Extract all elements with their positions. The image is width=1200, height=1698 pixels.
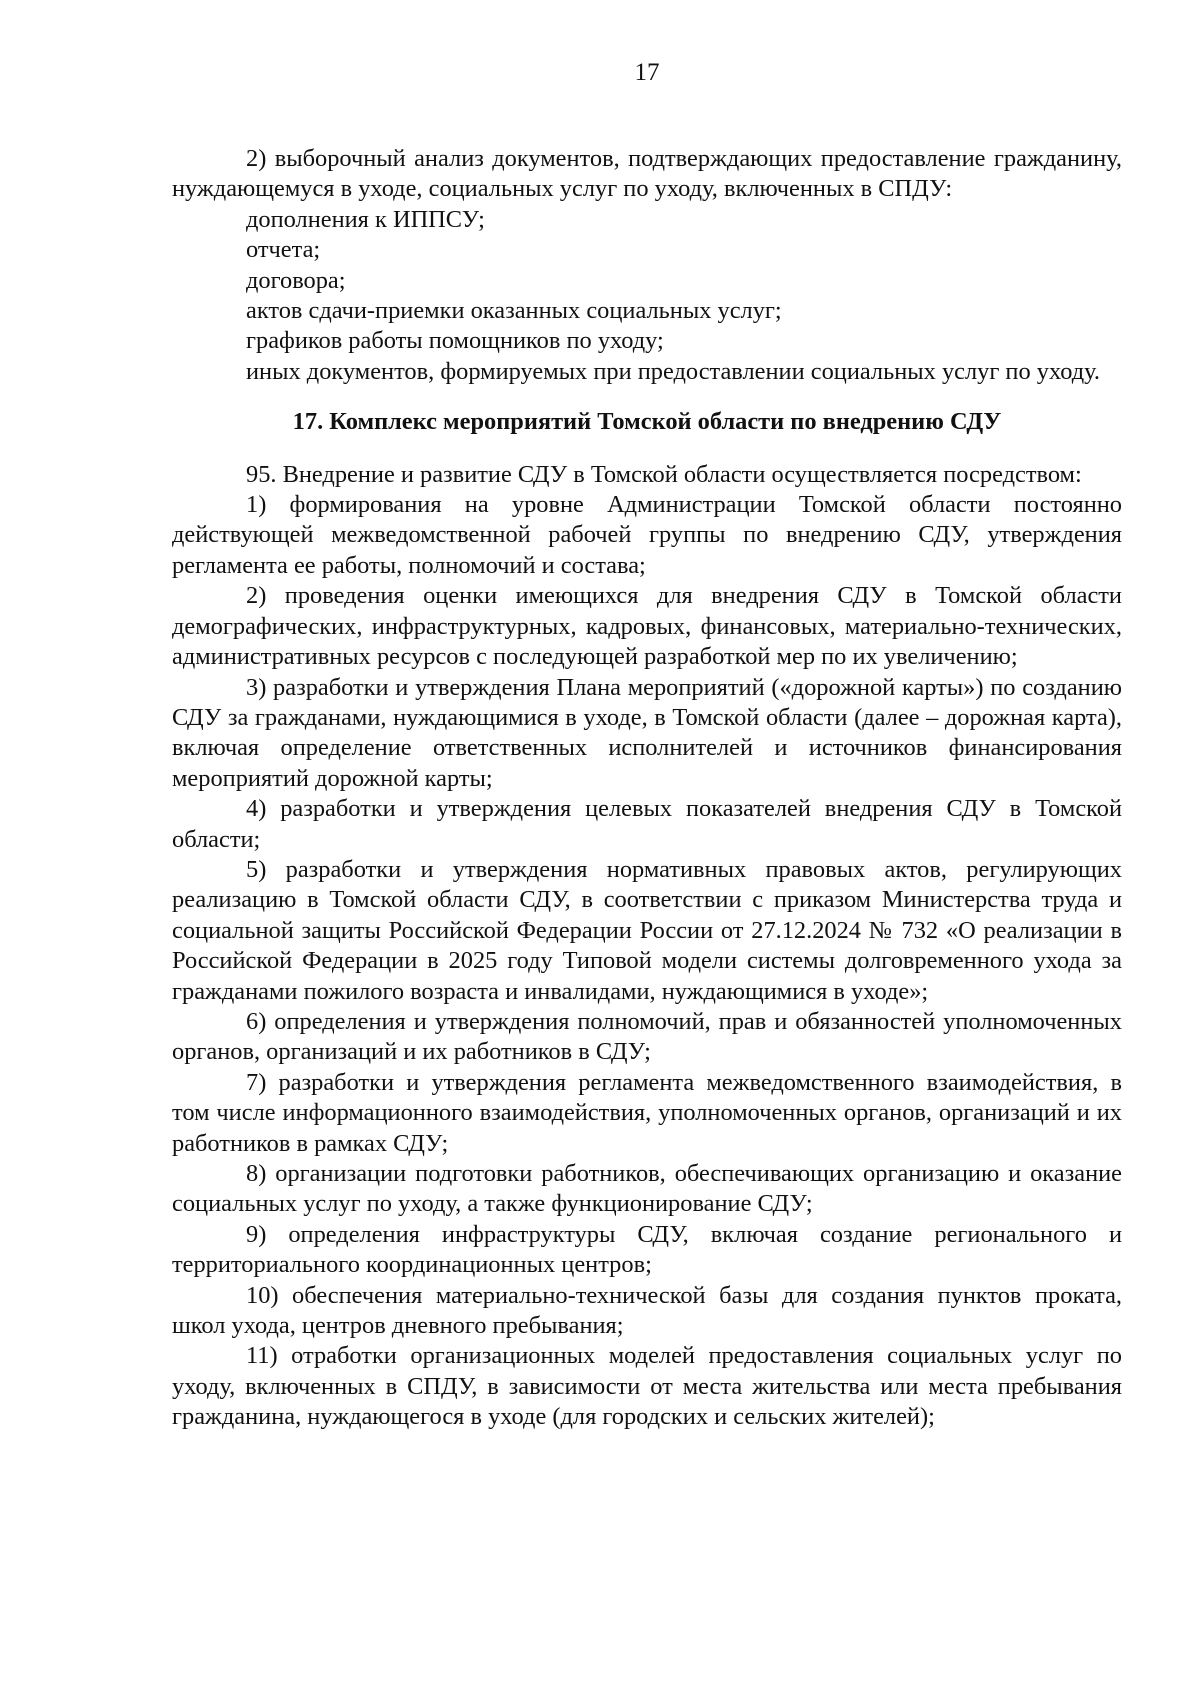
- document-body: [172, 144, 1122, 1433]
- list-item: графиков работы помощников по уходу;: [246, 327, 664, 355]
- section-heading: 17. Комплекс мероприятий Томской области по внедрению СДУ: [292, 408, 1002, 436]
- paragraph-item-11: 11) отработки организационных моделей предоставления социальных услуг по уходу, включенных в СПДУ, в зависимости от места жительства или места пребывания гражданина, нуждающегося в уходе (для городских и сельских жителей);: [172, 1342, 1122, 1431]
- paragraph-item-6: 6) определения и утверждения полномочий, прав и обязанностей уполномоченных органов, организаций и их работников в СДУ;: [172, 1007, 1122, 1066]
- paragraph-item-2: 2) выборочный анализ документов, подтверждающих предоставление гражданину, нуждающемуся в уходе, социальных услуг по уходу, включенных в СПДУ:: [172, 145, 1122, 203]
- list-item: актов сдачи-приемки оказанных социальных услуг;: [246, 297, 782, 325]
- page-number: 17: [634, 59, 660, 86]
- paragraph-item-2: 2) проведения оценки имеющихся для внедрения СДУ в Томской области демографических, инфраструктурных, кадровых, финансовых, материально-технических, административных ресурсов с последующей разработкой мер по их увеличению;: [172, 582, 1122, 671]
- list-item: договора;: [246, 266, 346, 294]
- paragraph-item-1: 1) формирования на уровне Администрации Томской области постоянно действующей межведомственной рабочей группы по внедрению СДУ, утверждения регламента ее работы, полномочий и состава;: [172, 491, 1122, 579]
- paragraph-item-9: 9) определения инфраструктуры СДУ, включая создание регионального и территориального координационных центров;: [172, 1220, 1122, 1279]
- paragraph-item-8: 8) организации подготовки работников, обеспечивающих организацию и оказание социальных услуг по уходу, а также функционирование СДУ;: [172, 1160, 1122, 1218]
- list-item: дополнения к ИППСУ;: [246, 205, 485, 233]
- paragraph-item-4: 4) разработки и утверждения целевых показателей внедрения СДУ в Томской области;: [172, 795, 1122, 853]
- paragraph-item-3: 3) разработки и утверждения Плана мероприятий («дорожной карты») по созданию СДУ за гражданами, нуждающимися в уходе, в Томской области (далее – дорожная карта), включая определение ответственных исполнителей и источников финансирования мероприятий дорожной карты;: [172, 673, 1122, 792]
- list-item: иных документов, формируемых при предоставлении социальных услуг по уходу.: [246, 357, 1100, 385]
- paragraph-item-5: 5) разработки и утверждения нормативных правовых актов, регулирующих реализацию в Томской области СДУ, в соответствии с приказом Министерства труда и социальной защиты Российской Федерации России от 27.12.2024 № 732 «О реализации в Российской Федерации в 2025 году Типовой модели системы долговременного ухода за гражданами пожилого возраста и инвалидами, нуждающимися в уходе»;: [172, 855, 1122, 1005]
- paragraph-item-10: 10) обеспечения материально-технической базы для создания пунктов проката, школ ухода, центров дневного пребывания;: [172, 1281, 1122, 1340]
- paragraph-95: 95. Внедрение и развитие СДУ в Томской области осуществляется посредством:: [246, 460, 1082, 488]
- paragraph-item-7: 7) разработки и утверждения регламента межведомственного взаимодействия, в том числе информационного взаимодействия, уполномоченных органов, организаций и их работников в рамках СДУ;: [172, 1068, 1122, 1157]
- list-item: отчета;: [246, 236, 321, 264]
